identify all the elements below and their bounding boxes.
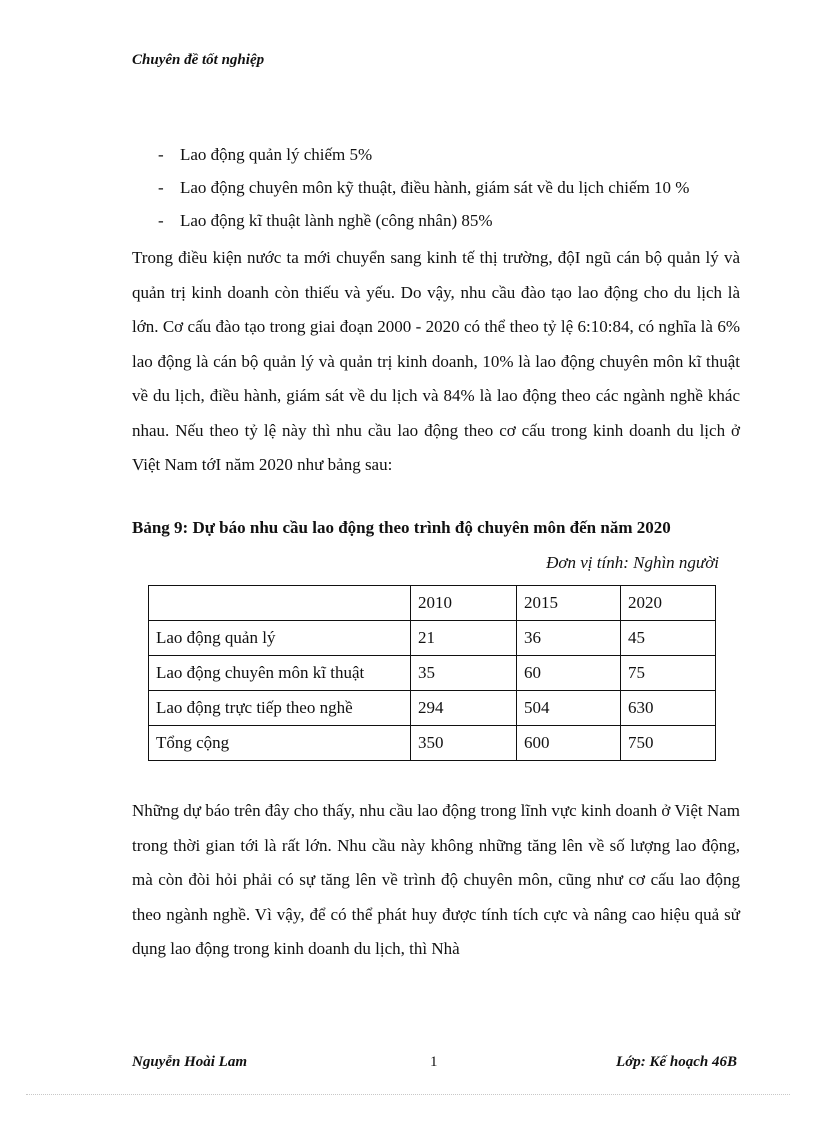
table-row [149,726,716,761]
table-cell: 60 [517,656,621,691]
table-cell: Lao động trực tiếp theo nghề [149,691,411,726]
footer-page-number: 1 [430,1054,438,1070]
paragraph-conclusion: Những dự báo trên đây cho thấy, nhu cầu lao động trong lĩnh vực kinh doanh ở Việt Nam trong thời gian tới là rất lớn. Nhu cầu này không những tăng lên về số lượng lao động, mà còn đòi hỏi phải có sự tăng lên về trình độ chuyên môn, cũng như cơ cấu lao động theo ngành nghề. Vì vậy, để có thể phát huy được tính tích cực và nâng cao hiệu quả sử dụng lao động trong kinh doanh du lịch, thì Nhà [132,801,740,958]
page-header-title: Chuyên đề tốt nghiệp [132,52,265,68]
bullet-marker: - [158,145,164,164]
bullet-text: Lao động kĩ thuật lành nghề (công nhân) 85% [180,211,493,230]
table-cell: 35 [411,656,517,691]
table-header-row [149,586,716,621]
list-item [132,143,752,176]
bullet-marker: - [158,211,164,230]
bullet-text: Lao động chuyên môn kỹ thuật, điều hành, giám sát về du lịch chiếm 10 % [180,178,690,197]
list-item [132,209,752,242]
footer-author: Nguyễn Hoài Lam [132,1054,247,1070]
table-cell: 750 [621,726,716,761]
table-cell: 630 [621,691,716,726]
table-cell: 294 [411,691,517,726]
footer-class: Lớp: Kế hoạch 46B [616,1054,737,1070]
paragraph-intro: Trong điều kiện nước ta mới chuyển sang kinh tế thị trường, độI ngũ cán bộ quản lý và quản trị kinh doanh còn thiếu và yếu. Do vậy, nhu cầu đào tạo lao động cho du lịch là lớn. Cơ cấu đào tạo trong giai đoạn 2000 - 2020 có thể theo tỷ lệ 6:10:84, có nghĩa là 6% lao động là cán bộ quản lý và quản trị kinh doanh, 10% là lao động chuyên môn kĩ thuật về du lịch, điều hành, giám sát về du lịch và 84% là lao động theo các ngành nghề khác nhau. Nếu theo tỷ lệ này thì nhu cầu lao động theo cơ cấu trong kinh doanh du lịch ở Việt Nam tớI năm 2020 như bảng sau: [132,248,740,474]
table-cell: 75 [621,656,716,691]
page-bottom-divider [26,1094,790,1095]
table-header-cell [149,586,411,621]
table-cell: 45 [621,621,716,656]
bullet-marker: - [158,178,164,197]
table-row [149,656,716,691]
table-caption: Bảng 9: Dự báo nhu cầu lao động theo trình độ chuyên môn đến năm 2020 [132,518,671,537]
bullet-list [132,143,752,242]
table-cell: 36 [517,621,621,656]
forecast-table [148,585,716,761]
table-cell: Tổng cộng [149,726,411,761]
table-cell: 350 [411,726,517,761]
table-cell: Lao động chuyên môn kĩ thuật [149,656,411,691]
table-row [149,691,716,726]
table-header-cell: 2015 [517,586,621,621]
table-unit: Đơn vị tính: Nghìn người [546,553,719,572]
list-item [132,176,752,209]
table-cell: 504 [517,691,621,726]
table-header-cell: 2010 [411,586,517,621]
table-header-cell: 2020 [621,586,716,621]
table-cell: 21 [411,621,517,656]
table-cell: 600 [517,726,621,761]
table-cell: Lao động quản lý [149,621,411,656]
table-row [149,621,716,656]
bullet-text: Lao động quản lý chiếm 5% [180,145,373,164]
